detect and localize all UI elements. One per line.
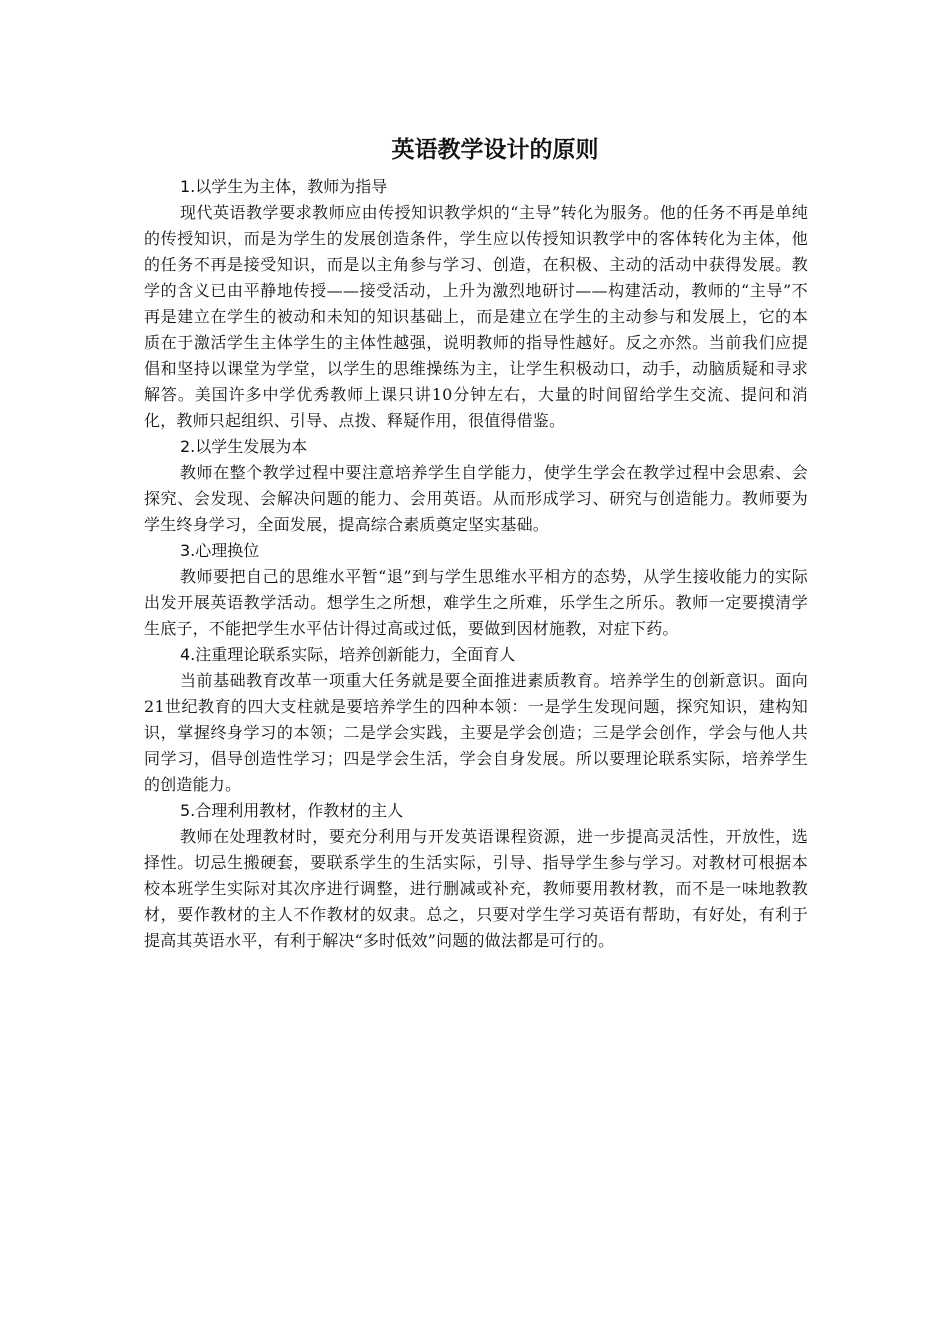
section-paragraph-3: 教师要把自己的思维水平暂“退”到与学生思维水平相方的态势，从学生接收能力的实际出发开展英语教学活动。想学生之所想，难学生之所难，乐学生之所乐。教师一定要摸清学生底子，不能把学生水平估计得过高或过低，要做到因材施教，对症下药。: [144, 567, 808, 638]
section-paragraph-5: 教师在处理教材时，要充分利用与开发英语课程资源，进一步提高灵活性，开放性，选择性。切忌生搬硬套，要联系学生的生活实际，引导、指导学生参与学习。对教材可根据本校本班学生实际对其次序进行调整，进行删减或补充，教师要用教材教，而不是一味地教教材，要作教材的主人不作教材的奴隶。总之，只要对学生学习英语有帮助，有好处，有利于提高其英语水平，有利于解决“多时低效”问题的做法都是可行的。: [144, 827, 808, 950]
section-paragraph-1: 现代英语教学要求教师应由传授知识教学炽的“主导”转化为服务。他的任务不再是单纯的传授知识，而是为学生的发展创造条件，学生应以传授知识教学中的客体转化为主体，他的任务不再是接受知识，而是以主角参与学习、创造，在积极、主动的活动中获得发展。教学的含义已由平静地传授——接受活动，上升为激烈地研讨——构建活动，教师的“主导”不再是建立在学生的被动和未知的知识基础上，而是建立在学生的主动参与和发展上，它的本质在于激活学生主体学生的主体性越强，说明教师的指导性越好。反之亦然。当前我们应提倡和坚持以课堂为学堂，以学生的思维操练为主，让学生积极动口，动手，动脑质疑和寻求解答。美国许多中学优秀教师上课只讲10分钟左右，大量的时间留给学生交流、提问和消化，教师只起组织、引导、点拨、释疑作用，很值得借鉴。: [144, 203, 808, 430]
section-paragraph-2: 教师在整个教学过程中要注意培养学生自学能力，使学生学会在教学过程中会思索、会探究、会发现、会解决问题的能力、会用英语。从而形成学习、研究与创造能力。教师要为学生终身学习，全面发展，提高综合素质奠定坚实基础。: [144, 463, 808, 534]
section-heading-3: 3.心理换位: [180, 541, 260, 560]
document-title: 英语教学设计的原则: [391, 137, 599, 163]
section-heading-5: 5.合理利用教材，作教材的主人: [180, 801, 404, 820]
section-heading-2: 2.以学生发展为本: [180, 437, 308, 456]
section-heading-1: 1.以学生为主体，教师为指导: [180, 177, 388, 196]
document-body: [144, 174, 808, 954]
section-paragraph-4: 当前基础教育改革一项重大任务就是要全面推进素质教育。培养学生的创新意识。面向21世纪教育的四大支柱就是要培养学生的四种本领：一是学生发现问题，探究知识，建构知识，掌握终身学习的本领；二是学会实践，主要是学会创造；三是学会创作，学会与他人共同学习，倡导创造性学习；四是学会生活，学会自身发展。所以要理论联系实际，培养学生的创造能力。: [144, 671, 808, 794]
section-heading-4: 4.注重理论联系实际，培养创新能力，全面育人: [180, 645, 516, 664]
